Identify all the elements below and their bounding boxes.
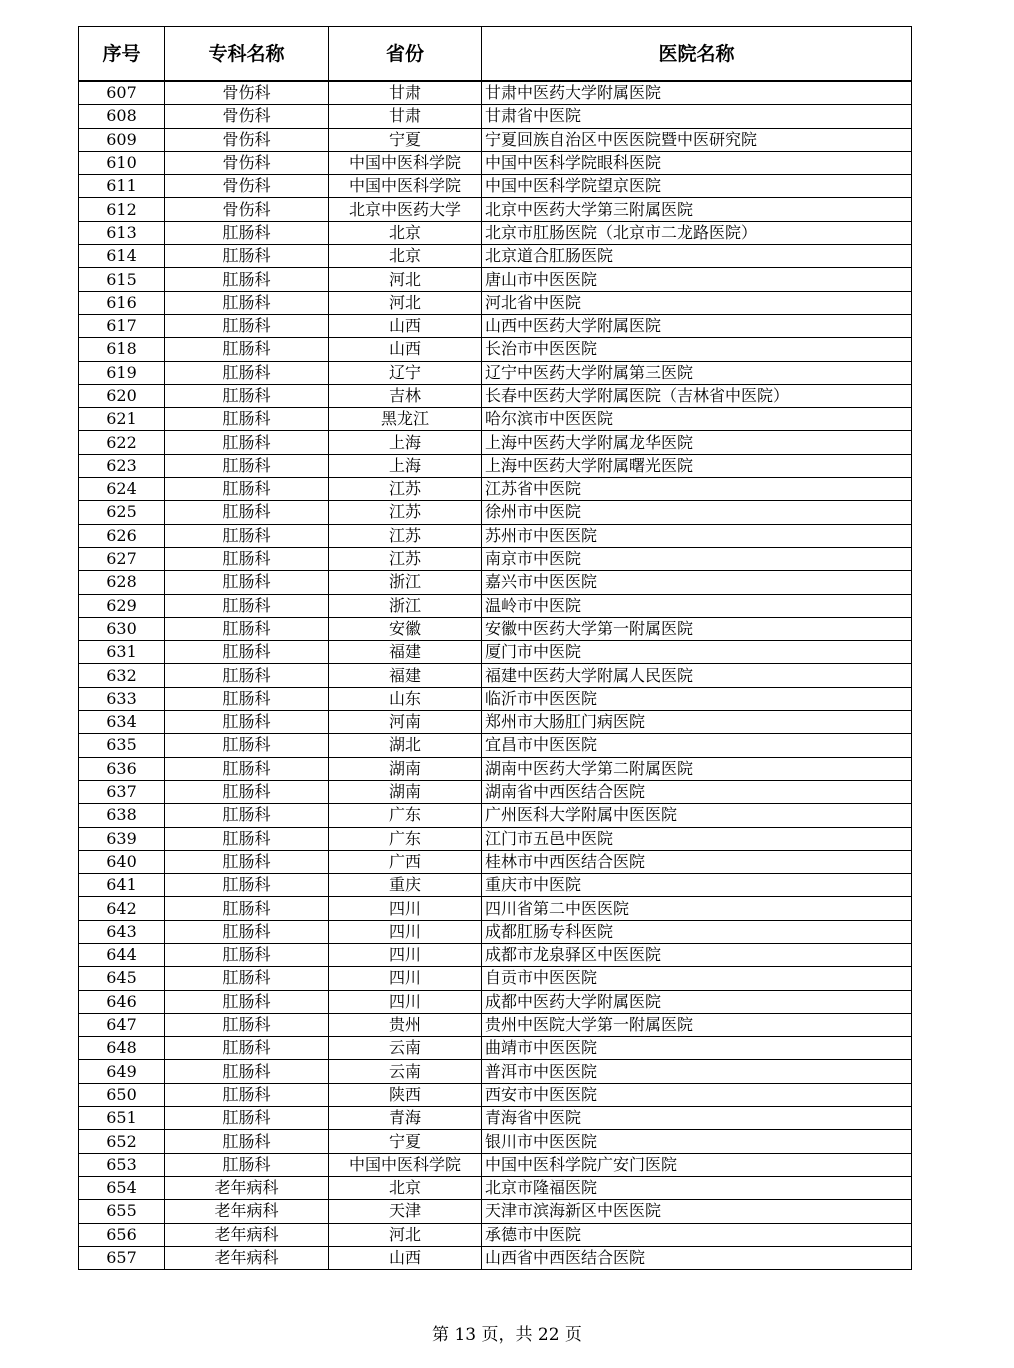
table-row	[79, 874, 912, 897]
hospital-cell: 四川省第二中医医院	[482, 897, 912, 920]
province-cell: 江苏	[329, 524, 482, 547]
serial-cell: 637	[79, 780, 165, 803]
province-cell: 四川	[329, 967, 482, 990]
table-row	[79, 221, 912, 244]
serial-cell: 628	[79, 571, 165, 594]
specialty-cell: 老年病科	[165, 1176, 329, 1199]
serial-cell: 636	[79, 757, 165, 780]
serial-cell: 623	[79, 454, 165, 477]
hospital-cell: 苏州市中医医院	[482, 524, 912, 547]
table-header	[79, 27, 912, 82]
table-row	[79, 897, 912, 920]
serial-cell: 630	[79, 617, 165, 640]
province-cell: 甘肃	[329, 105, 482, 128]
serial-cell: 651	[79, 1107, 165, 1130]
table-row	[79, 641, 912, 664]
province-cell: 陕西	[329, 1083, 482, 1106]
specialty-cell: 肛肠科	[165, 850, 329, 873]
serial-cell: 607	[79, 81, 165, 105]
serial-cell: 629	[79, 594, 165, 617]
serial-cell: 632	[79, 664, 165, 687]
serial-cell: 648	[79, 1037, 165, 1060]
province-cell: 贵州	[329, 1013, 482, 1036]
serial-cell: 640	[79, 850, 165, 873]
hospital-cell: 广州医科大学附属中医医院	[482, 804, 912, 827]
specialty-cell: 骨伤科	[165, 128, 329, 151]
table-row	[79, 1246, 912, 1269]
table-row	[79, 105, 912, 128]
hospital-cell: 辽宁中医药大学附属第三医院	[482, 361, 912, 384]
table-row	[79, 81, 912, 105]
serial-cell: 631	[79, 641, 165, 664]
province-cell: 湖北	[329, 734, 482, 757]
specialty-cell: 肛肠科	[165, 547, 329, 570]
table-row	[79, 804, 912, 827]
hospital-cell: 北京道合肛肠医院	[482, 245, 912, 268]
serial-cell: 650	[79, 1083, 165, 1106]
serial-cell: 647	[79, 1013, 165, 1036]
province-cell: 青海	[329, 1107, 482, 1130]
hospital-cell: 曲靖市中医医院	[482, 1037, 912, 1060]
specialty-cell: 肛肠科	[165, 897, 329, 920]
specialty-cell: 肛肠科	[165, 1013, 329, 1036]
table-row	[79, 547, 912, 570]
specialty-cell: 肛肠科	[165, 734, 329, 757]
serial-cell: 635	[79, 734, 165, 757]
table-row	[79, 780, 912, 803]
hospital-cell: 长治市中医医院	[482, 338, 912, 361]
hospital-cell: 长春中医药大学附属医院（吉林省中医院）	[482, 384, 912, 407]
province-cell: 宁夏	[329, 1130, 482, 1153]
hospital-cell: 湖南中医药大学第二附属医院	[482, 757, 912, 780]
province-cell: 山西	[329, 314, 482, 337]
specialty-cell: 老年病科	[165, 1200, 329, 1223]
specialty-cell: 肛肠科	[165, 431, 329, 454]
hospital-table	[78, 26, 912, 1270]
hospital-cell: 上海中医药大学附属龙华医院	[482, 431, 912, 454]
specialty-cell: 肛肠科	[165, 454, 329, 477]
page-footer: 第 13 页，共 22 页	[432, 1325, 582, 1345]
table-row	[79, 151, 912, 174]
province-cell: 山西	[329, 1246, 482, 1269]
table-row	[79, 338, 912, 361]
header-serial: 序号	[79, 27, 165, 82]
specialty-cell: 肛肠科	[165, 1153, 329, 1176]
hospital-cell: 北京市肛肠医院（北京市二龙路医院）	[482, 221, 912, 244]
serial-cell: 633	[79, 687, 165, 710]
table-row	[79, 245, 912, 268]
table-row	[79, 711, 912, 734]
serial-cell: 619	[79, 361, 165, 384]
hospital-cell: 北京市隆福医院	[482, 1176, 912, 1199]
province-cell: 云南	[329, 1060, 482, 1083]
serial-cell: 624	[79, 478, 165, 501]
hospital-cell: 宁夏回族自治区中医医院暨中医研究院	[482, 128, 912, 151]
table-row	[79, 990, 912, 1013]
table-row	[79, 198, 912, 221]
hospital-cell: 上海中医药大学附属曙光医院	[482, 454, 912, 477]
serial-cell: 652	[79, 1130, 165, 1153]
specialty-cell: 肛肠科	[165, 361, 329, 384]
specialty-cell: 肛肠科	[165, 338, 329, 361]
serial-cell: 625	[79, 501, 165, 524]
table-row	[79, 943, 912, 966]
province-cell: 安徽	[329, 617, 482, 640]
table-row	[79, 478, 912, 501]
serial-cell: 613	[79, 221, 165, 244]
table-row	[79, 967, 912, 990]
table-row	[79, 454, 912, 477]
province-cell: 四川	[329, 897, 482, 920]
province-cell: 北京中医药大学	[329, 198, 482, 221]
hospital-cell: 北京中医药大学第三附属医院	[482, 198, 912, 221]
hospital-cell: 厦门市中医院	[482, 641, 912, 664]
specialty-cell: 肛肠科	[165, 990, 329, 1013]
province-cell: 北京	[329, 221, 482, 244]
serial-cell: 649	[79, 1060, 165, 1083]
table-row	[79, 431, 912, 454]
table-row	[79, 734, 912, 757]
serial-cell: 615	[79, 268, 165, 291]
table-row	[79, 128, 912, 151]
specialty-cell: 肛肠科	[165, 478, 329, 501]
province-cell: 山东	[329, 687, 482, 710]
hospital-cell: 青海省中医院	[482, 1107, 912, 1130]
table-row	[79, 1130, 912, 1153]
specialty-cell: 肛肠科	[165, 408, 329, 431]
hospital-cell: 普洱市中医医院	[482, 1060, 912, 1083]
table-row	[79, 594, 912, 617]
serial-cell: 657	[79, 1246, 165, 1269]
province-cell: 重庆	[329, 874, 482, 897]
hospital-cell: 宜昌市中医医院	[482, 734, 912, 757]
specialty-cell: 肛肠科	[165, 1037, 329, 1060]
specialty-cell: 肛肠科	[165, 617, 329, 640]
table-row	[79, 1107, 912, 1130]
specialty-cell: 肛肠科	[165, 757, 329, 780]
header-province: 省份	[329, 27, 482, 82]
specialty-cell: 骨伤科	[165, 81, 329, 105]
hospital-cell: 江苏省中医院	[482, 478, 912, 501]
serial-cell: 656	[79, 1223, 165, 1246]
table-row	[79, 617, 912, 640]
province-cell: 中国中医科学院	[329, 175, 482, 198]
header-row	[79, 27, 912, 82]
specialty-cell: 肛肠科	[165, 804, 329, 827]
specialty-cell: 肛肠科	[165, 1107, 329, 1130]
province-cell: 上海	[329, 454, 482, 477]
serial-cell: 643	[79, 920, 165, 943]
province-cell: 吉林	[329, 384, 482, 407]
province-cell: 河南	[329, 711, 482, 734]
serial-cell: 653	[79, 1153, 165, 1176]
hospital-cell: 安徽中医药大学第一附属医院	[482, 617, 912, 640]
province-cell: 上海	[329, 431, 482, 454]
province-cell: 云南	[329, 1037, 482, 1060]
table-row	[79, 687, 912, 710]
table-row	[79, 664, 912, 687]
hospital-cell: 银川市中医医院	[482, 1130, 912, 1153]
specialty-cell: 肛肠科	[165, 780, 329, 803]
specialty-cell: 肛肠科	[165, 874, 329, 897]
province-cell: 甘肃	[329, 81, 482, 105]
serial-cell: 622	[79, 431, 165, 454]
hospital-cell: 温岭市中医院	[482, 594, 912, 617]
hospital-cell: 河北省中医院	[482, 291, 912, 314]
province-cell: 广东	[329, 804, 482, 827]
hospital-cell: 中国中医科学院广安门医院	[482, 1153, 912, 1176]
specialty-cell: 肛肠科	[165, 920, 329, 943]
specialty-cell: 骨伤科	[165, 175, 329, 198]
specialty-cell: 肛肠科	[165, 594, 329, 617]
serial-cell: 611	[79, 175, 165, 198]
specialty-cell: 肛肠科	[165, 1130, 329, 1153]
table-row	[79, 1013, 912, 1036]
specialty-cell: 肛肠科	[165, 827, 329, 850]
hospital-cell: 承德市中医院	[482, 1223, 912, 1246]
province-cell: 福建	[329, 641, 482, 664]
province-cell: 四川	[329, 920, 482, 943]
table-row	[79, 1223, 912, 1246]
header-hospital: 医院名称	[482, 27, 912, 82]
serial-cell: 621	[79, 408, 165, 431]
serial-cell: 638	[79, 804, 165, 827]
hospital-cell: 桂林市中西医结合医院	[482, 850, 912, 873]
serial-cell: 646	[79, 990, 165, 1013]
serial-cell: 654	[79, 1176, 165, 1199]
province-cell: 山西	[329, 338, 482, 361]
table-row	[79, 268, 912, 291]
province-cell: 广东	[329, 827, 482, 850]
specialty-cell: 骨伤科	[165, 198, 329, 221]
table-row	[79, 408, 912, 431]
hospital-cell: 自贡市中医医院	[482, 967, 912, 990]
serial-cell: 608	[79, 105, 165, 128]
province-cell: 中国中医科学院	[329, 1153, 482, 1176]
table-row	[79, 291, 912, 314]
specialty-cell: 肛肠科	[165, 245, 329, 268]
specialty-cell: 肛肠科	[165, 711, 329, 734]
hospital-cell: 中国中医科学院眼科医院	[482, 151, 912, 174]
province-cell: 中国中医科学院	[329, 151, 482, 174]
province-cell: 福建	[329, 664, 482, 687]
province-cell: 湖南	[329, 780, 482, 803]
table-row	[79, 524, 912, 547]
hospital-cell: 嘉兴市中医医院	[482, 571, 912, 594]
serial-cell: 626	[79, 524, 165, 547]
hospital-cell: 江门市五邑中医院	[482, 827, 912, 850]
serial-cell: 616	[79, 291, 165, 314]
province-cell: 四川	[329, 990, 482, 1013]
hospital-cell: 南京市中医院	[482, 547, 912, 570]
hospital-cell: 甘肃省中医院	[482, 105, 912, 128]
hospital-cell: 福建中医药大学附属人民医院	[482, 664, 912, 687]
serial-cell: 627	[79, 547, 165, 570]
hospital-cell: 临沂市中医医院	[482, 687, 912, 710]
hospital-cell: 天津市滨海新区中医医院	[482, 1200, 912, 1223]
table-row	[79, 1083, 912, 1106]
province-cell: 浙江	[329, 571, 482, 594]
table-row	[79, 1037, 912, 1060]
serial-cell: 655	[79, 1200, 165, 1223]
specialty-cell: 肛肠科	[165, 641, 329, 664]
hospital-cell: 湖南省中西医结合医院	[482, 780, 912, 803]
table-body	[79, 81, 912, 1270]
hospital-cell: 成都中医药大学附属医院	[482, 990, 912, 1013]
serial-cell: 645	[79, 967, 165, 990]
table-row	[79, 1200, 912, 1223]
province-cell: 北京	[329, 245, 482, 268]
serial-cell: 610	[79, 151, 165, 174]
specialty-cell: 老年病科	[165, 1223, 329, 1246]
serial-cell: 634	[79, 711, 165, 734]
specialty-cell: 肛肠科	[165, 291, 329, 314]
province-cell: 广西	[329, 850, 482, 873]
table-row	[79, 361, 912, 384]
specialty-cell: 肛肠科	[165, 1060, 329, 1083]
table-row	[79, 850, 912, 873]
hospital-cell: 贵州中医院大学第一附属医院	[482, 1013, 912, 1036]
province-cell: 天津	[329, 1200, 482, 1223]
specialty-cell: 老年病科	[165, 1246, 329, 1269]
province-cell: 宁夏	[329, 128, 482, 151]
table-row	[79, 314, 912, 337]
province-cell: 湖南	[329, 757, 482, 780]
hospital-cell: 成都肛肠专科医院	[482, 920, 912, 943]
serial-cell: 618	[79, 338, 165, 361]
serial-cell: 641	[79, 874, 165, 897]
table-row	[79, 1153, 912, 1176]
hospital-cell: 徐州市中医院	[482, 501, 912, 524]
hospital-cell: 山西中医药大学附属医院	[482, 314, 912, 337]
province-cell: 浙江	[329, 594, 482, 617]
header-specialty: 专科名称	[165, 27, 329, 82]
serial-cell: 614	[79, 245, 165, 268]
province-cell: 辽宁	[329, 361, 482, 384]
serial-cell: 642	[79, 897, 165, 920]
hospital-cell: 中国中医科学院望京医院	[482, 175, 912, 198]
serial-cell: 617	[79, 314, 165, 337]
province-cell: 河北	[329, 291, 482, 314]
specialty-cell: 肛肠科	[165, 967, 329, 990]
specialty-cell: 骨伤科	[165, 151, 329, 174]
specialty-cell: 肛肠科	[165, 571, 329, 594]
specialty-cell: 肛肠科	[165, 314, 329, 337]
table-row	[79, 175, 912, 198]
hospital-cell: 甘肃中医药大学附属医院	[482, 81, 912, 105]
province-cell: 河北	[329, 268, 482, 291]
province-cell: 江苏	[329, 501, 482, 524]
province-cell: 河北	[329, 1223, 482, 1246]
specialty-cell: 肛肠科	[165, 384, 329, 407]
hospital-cell: 重庆市中医院	[482, 874, 912, 897]
specialty-cell: 肛肠科	[165, 501, 329, 524]
table-row	[79, 920, 912, 943]
province-cell: 黑龙江	[329, 408, 482, 431]
hospital-cell: 山西省中西医结合医院	[482, 1246, 912, 1269]
serial-cell: 609	[79, 128, 165, 151]
table-row	[79, 757, 912, 780]
table-row	[79, 384, 912, 407]
hospital-cell: 成都市龙泉驿区中医医院	[482, 943, 912, 966]
table-row	[79, 501, 912, 524]
hospital-cell: 唐山市中医医院	[482, 268, 912, 291]
serial-cell: 612	[79, 198, 165, 221]
hospital-cell: 哈尔滨市中医医院	[482, 408, 912, 431]
specialty-cell: 肛肠科	[165, 687, 329, 710]
province-cell: 江苏	[329, 547, 482, 570]
specialty-cell: 肛肠科	[165, 524, 329, 547]
table-row	[79, 827, 912, 850]
serial-cell: 620	[79, 384, 165, 407]
specialty-cell: 肛肠科	[165, 664, 329, 687]
serial-cell: 644	[79, 943, 165, 966]
province-cell: 北京	[329, 1176, 482, 1199]
province-cell: 江苏	[329, 478, 482, 501]
table-row	[79, 571, 912, 594]
hospital-cell: 郑州市大肠肛门病医院	[482, 711, 912, 734]
province-cell: 四川	[329, 943, 482, 966]
specialty-cell: 肛肠科	[165, 943, 329, 966]
table-row	[79, 1060, 912, 1083]
serial-cell: 639	[79, 827, 165, 850]
specialty-cell: 肛肠科	[165, 1083, 329, 1106]
table-row	[79, 1176, 912, 1199]
hospital-cell: 西安市中医医院	[482, 1083, 912, 1106]
specialty-cell: 骨伤科	[165, 105, 329, 128]
specialty-cell: 肛肠科	[165, 221, 329, 244]
specialty-cell: 肛肠科	[165, 268, 329, 291]
